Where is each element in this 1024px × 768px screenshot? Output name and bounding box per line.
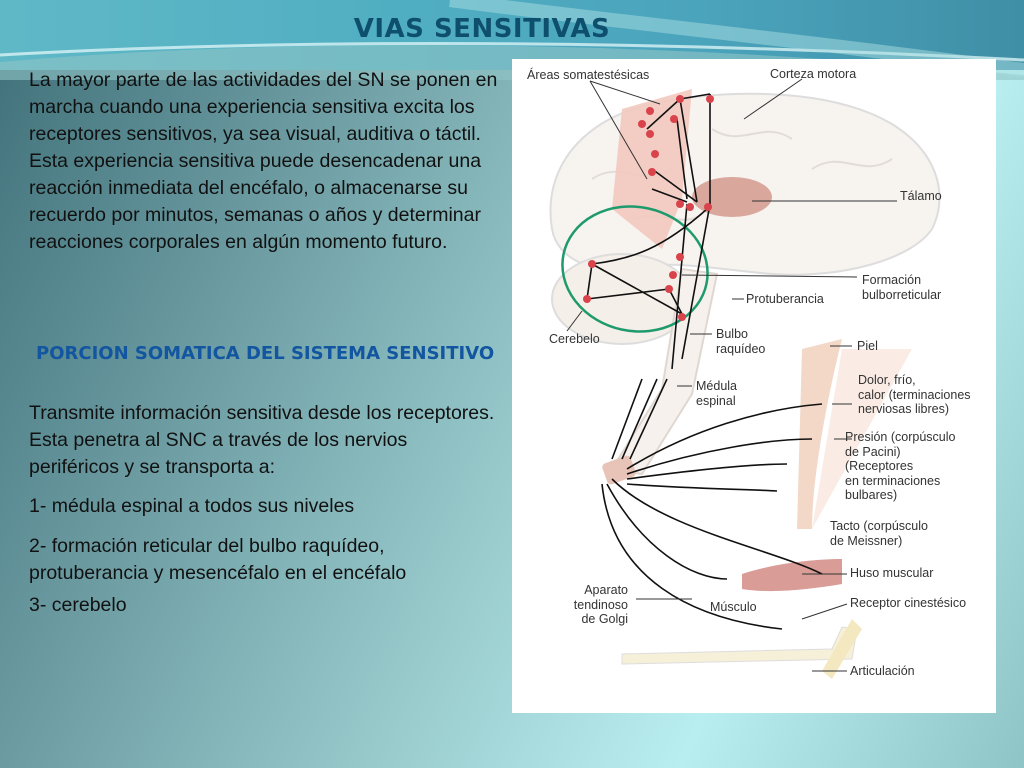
label-protuberancia: Protuberancia [746,292,824,306]
label-musculo: Músculo [710,600,757,614]
label-aparato-golgi: Aparato tendinoso de Golgi [573,583,628,626]
label-dolor: Dolor, frío, calor (terminaciones nerviosas libres) [858,373,971,416]
body-paragraph: Transmite información sensitiva desde los receptores. Esta penetra al SNC a través de los nervios periféricos y se transporta a: [29,402,495,478]
label-corteza-motora: Corteza motora [770,67,857,81]
label-areas-somatestesicas: Áreas somatestésicas [527,68,650,82]
section-heading: PORCION SOMATICA DEL SISTEMA SENSITIVO [36,343,495,364]
label-bulbo: Bulbo raquídeo [716,327,766,356]
label-huso-muscular: Huso muscular [850,566,934,580]
label-medula: Médula espinal [696,379,737,408]
sensory-pathways-figure [512,59,996,713]
list-item: 1- médula espinal a todos sus niveles [29,495,355,517]
label-piel: Piel [857,339,878,353]
label-articulacion: Articulación [850,664,915,678]
label-talamo: Tálamo [900,189,942,203]
label-formacion: Formación bulborreticular [862,273,942,302]
label-tacto: Tacto (corpúsculo de Meissner) [830,519,928,548]
label-receptor-cinestesico: Receptor cinestésico [850,596,967,610]
intro-paragraph: La mayor parte de las actividades del SN se ponen en marcha cuando una experiencia sensitiva excita los receptores sensitivos, ya sea visual, auditiva o táctil. Esta experiencia sensitiva puede desencadenar una reacción inmediata del encéfalo, o almacenarse su recuerdo por minutos, semanas o años y determinar reacciones corporales en algún momento futuro. [29,69,498,253]
list-item: 3- cerebelo [29,594,127,616]
list-item: 2- formación reticular del bulbo raquídeo, protuberancia y mesencéfalo en el encéfalo [29,535,407,584]
label-presion: Presión (corpúsculo de Pacini) (Receptores en terminaciones bulbares) [845,430,956,502]
page-title: VIAS SENSITIVAS [353,14,611,44]
label-cerebelo: Cerebelo [549,332,600,346]
